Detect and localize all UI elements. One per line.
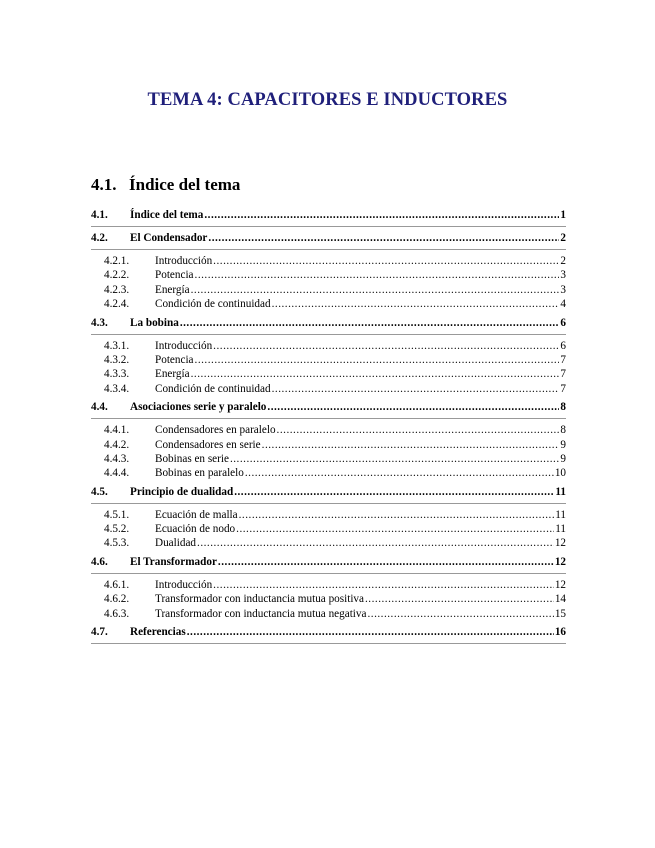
toc-entry-subsection[interactable] [91, 254, 566, 268]
toc-entry-number: 4.1. [91, 209, 108, 221]
toc-entry-page-number: 15 [554, 607, 566, 620]
toc-entry-page-number: 16 [554, 626, 566, 639]
toc-entry-page-number: 12 [554, 537, 566, 550]
toc-entry-subsection[interactable] [91, 578, 566, 592]
toc-entry-label: Energía [155, 283, 190, 296]
toc-entry-subsection[interactable] [91, 536, 566, 550]
toc-entry-page-number: 1 [560, 209, 566, 221]
page-title: TEMA 4: CAPACITORES E INDUCTORES [147, 90, 508, 111]
toc-entry-page-number: 7 [560, 368, 566, 381]
toc-entry-label: Introducción [155, 255, 213, 267]
toc-entry-subsection[interactable] [91, 592, 566, 606]
toc-entry-subsection[interactable] [91, 423, 566, 437]
toc-entry-number: 4.6.1. [104, 578, 130, 591]
toc-entry-number: 4.5.2. [104, 523, 130, 536]
toc-entry-number: 4.4.3. [104, 452, 130, 465]
toc-entry-subsection[interactable] [91, 438, 566, 452]
toc-entry-subsection[interactable] [91, 607, 566, 621]
toc-dot-leader [195, 268, 560, 282]
toc-entry-page-number: 6 [560, 316, 566, 329]
toc-dot-leader [204, 208, 559, 223]
toc-entry-page-number: 11 [555, 523, 566, 536]
toc-entry-label: Introducción [155, 339, 213, 352]
toc-entry-number: 4.4. [91, 401, 108, 414]
toc-entry-page-number: 8 [560, 401, 566, 414]
toc-entry-chapter[interactable] [91, 625, 566, 644]
toc-entry-page-number: 7 [560, 382, 566, 395]
toc-entry-page-number: 14 [554, 593, 566, 606]
toc-entry-number: 4.6.3. [104, 607, 130, 620]
toc-entry-label: Asociaciones serie y paralelo [130, 401, 267, 414]
toc-entry-page-number: 7 [560, 353, 566, 366]
toc-entry-page-number: 12 [554, 555, 566, 568]
toc-dot-leader [267, 400, 559, 415]
toc-dot-leader [230, 452, 559, 466]
toc-entry-subsection[interactable] [91, 268, 566, 282]
toc-entry-number: 4.2.2. [104, 269, 130, 282]
toc-entry-subsection[interactable] [91, 297, 566, 311]
toc-entry-chapter[interactable] [91, 316, 566, 335]
section-heading [91, 174, 240, 196]
toc-entry-label: Transformador con inductancia mutua positiva [155, 593, 364, 606]
toc-entry-label: Energía [155, 368, 190, 381]
toc-dot-leader [191, 367, 560, 381]
toc-entry-chapter[interactable] [91, 400, 566, 419]
toc-dot-leader [213, 578, 554, 592]
toc-dot-leader [367, 607, 553, 621]
toc-dot-leader [272, 297, 560, 311]
toc-dot-leader [197, 536, 554, 550]
toc-entry-number: 4.5.1. [104, 508, 130, 521]
toc-entry-label: Introducción [155, 578, 213, 591]
toc-entry-page-number: 4 [560, 298, 566, 311]
toc-entry-label: Principio de dualidad [130, 485, 234, 498]
toc-entry-subsection[interactable] [91, 522, 566, 536]
toc-entry-subsection[interactable] [91, 508, 566, 522]
toc-entry-label: El Transformador [130, 555, 217, 568]
toc-entry-subsection[interactable] [91, 353, 566, 367]
toc-entry-number: 4.3. [91, 316, 108, 329]
toc-entry-number: 4.5. [91, 485, 108, 498]
toc-entry-chapter[interactable] [91, 485, 566, 504]
toc-entry-page-number: 10 [554, 467, 566, 480]
toc-entry-number: 4.3.3. [104, 368, 130, 381]
toc-entry-label: Condensadores en paralelo [155, 424, 276, 437]
toc-dot-leader [187, 625, 554, 640]
toc-dot-leader [277, 423, 560, 437]
toc-entry-number: 4.2.4. [104, 298, 130, 311]
toc-entry-page-number: 2 [560, 232, 566, 244]
toc-dot-leader [218, 555, 554, 570]
toc-dot-leader [213, 339, 559, 353]
toc-entry-chapter[interactable] [91, 208, 566, 227]
toc-entry-page-number: 2 [560, 255, 566, 267]
toc-entry-number: 4.7. [91, 626, 108, 639]
toc-entry-number: 4.4.1. [104, 424, 130, 437]
toc-dot-leader [272, 382, 560, 396]
toc-entry-label: Condición de continuidad [155, 298, 271, 311]
toc-entry-page-number: 8 [560, 424, 566, 437]
toc-entry-subsection[interactable] [91, 382, 566, 396]
toc-dot-leader [245, 466, 554, 480]
toc-entry-number: 4.3.4. [104, 382, 130, 395]
toc-entry-label: La bobina [130, 316, 179, 329]
toc-entry-number: 4.3.2. [104, 353, 130, 366]
toc-entry-number: 4.4.4. [104, 467, 130, 480]
toc-entry-page-number: 6 [560, 339, 566, 352]
toc-entry-label: Condensadores en serie [155, 438, 261, 451]
toc-dot-leader [262, 438, 560, 452]
toc-dot-leader [234, 485, 554, 500]
toc-entry-number: 4.5.3. [104, 537, 130, 550]
toc-entry-page-number: 11 [555, 485, 566, 498]
toc-dot-leader [213, 254, 559, 268]
section-heading-title: Índice del tema [129, 175, 241, 195]
toc-entry-label: El Condensador [130, 232, 208, 244]
toc-entry-subsection[interactable] [91, 283, 566, 297]
toc-entry-page-number: 3 [560, 283, 566, 296]
toc-entry-chapter[interactable] [91, 555, 566, 574]
toc-entry-label: Ecuación de nodo [155, 523, 236, 536]
toc-entry-subsection[interactable] [91, 339, 566, 353]
toc-dot-leader [208, 231, 559, 246]
toc-dot-leader [365, 592, 554, 606]
toc-entry-label: Ecuación de malla [155, 508, 238, 521]
toc-entry-subsection[interactable] [91, 367, 566, 381]
toc-entry-subsection[interactable] [91, 452, 566, 466]
toc-entry-page-number: 12 [554, 578, 566, 591]
toc-entry-page-number: 3 [560, 269, 566, 282]
toc-entry-label: Potencia [155, 353, 194, 366]
toc-entry-number: 4.6.2. [104, 593, 130, 606]
toc-entry-number: 4.6. [91, 555, 108, 568]
table-of-contents [91, 204, 566, 648]
toc-entry-label: Dualidad [155, 537, 197, 550]
toc-entry-label: Referencias [130, 626, 186, 639]
toc-entry-number: 4.2.3. [104, 283, 130, 296]
toc-dot-leader [180, 316, 560, 331]
section-heading-number: 4.1. [91, 175, 117, 195]
toc-dot-leader [195, 353, 560, 367]
toc-entry-label: Transformador con inductancia mutua negativa [155, 607, 367, 620]
toc-entry-number: 4.4.2. [104, 438, 130, 451]
toc-entry-label: Bobinas en serie [155, 452, 229, 465]
toc-entry-chapter[interactable] [91, 231, 566, 250]
toc-entry-label: Potencia [155, 269, 194, 282]
toc-entry-page-number: 9 [560, 452, 566, 465]
toc-dot-leader [191, 283, 560, 297]
toc-entry-subsection[interactable] [91, 466, 566, 480]
toc-entry-number: 4.2. [91, 232, 108, 244]
toc-entry-number: 4.3.1. [104, 339, 130, 352]
toc-entry-number: 4.2.1. [104, 255, 130, 267]
toc-entry-label: Índice del tema [130, 209, 204, 221]
toc-entry-label: Condición de continuidad [155, 382, 271, 395]
toc-entry-page-number: 11 [555, 508, 566, 521]
toc-entry-label: Bobinas en paralelo [155, 467, 244, 480]
toc-dot-leader [236, 522, 554, 536]
toc-dot-leader [239, 508, 555, 522]
toc-entry-page-number: 9 [560, 438, 566, 451]
